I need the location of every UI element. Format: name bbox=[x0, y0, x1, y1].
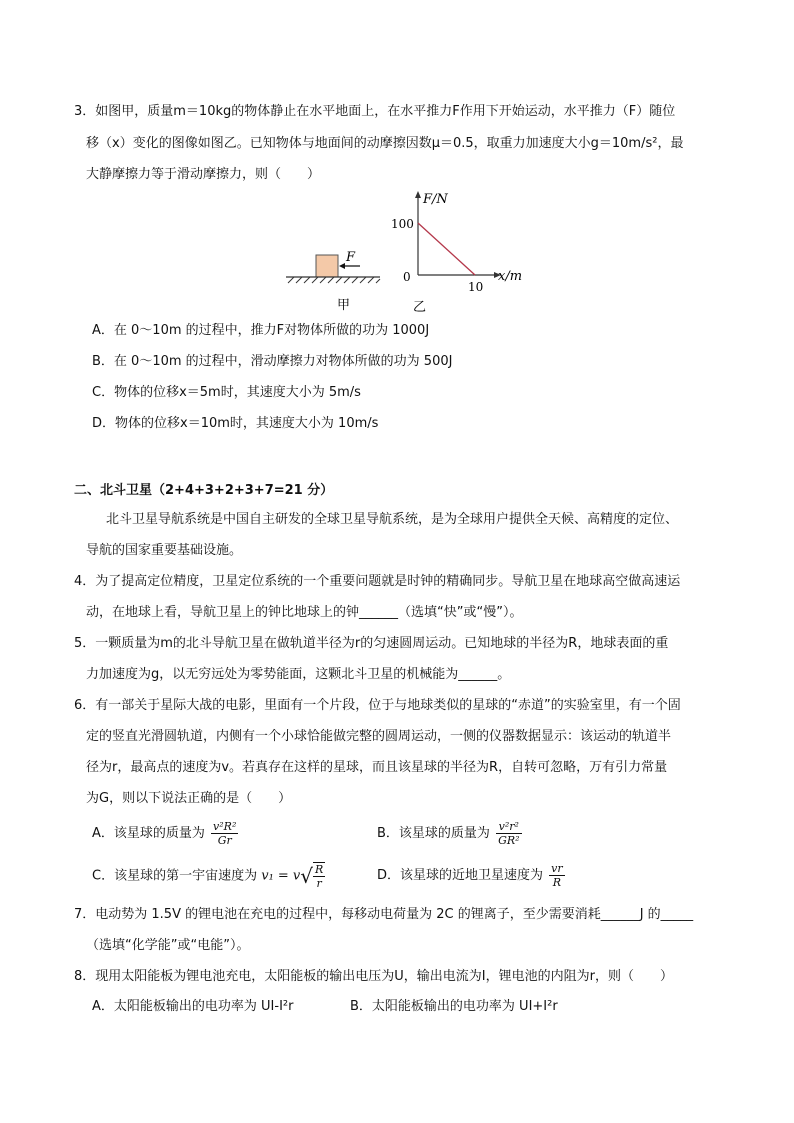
block bbox=[316, 255, 338, 277]
q6-option-c-text: C．该星球的第一宇宙速度为 bbox=[92, 868, 258, 884]
q3-option-b: B．在 0～10m 的过程中，滑动摩擦力对物体所做的功为 500J bbox=[92, 354, 453, 369]
q3-stem-line1: 3．如图甲，质量m＝10kg的物体静止在水平地面上，在水平推力F作用下开始运动，水平推力（F）随位 bbox=[74, 104, 676, 119]
q3-stem-line2: 移（x）变化的图像如图乙。已知物体与地面间的动摩擦因数μ＝0.5，取重力加速度大小g＝10m/s²，最 bbox=[86, 136, 684, 151]
q6-stem-line1: 6．有一部关于星际大战的电影，里面有一个片段，位于与地球类似的星球的“赤道”的实验室里，有一个固 bbox=[74, 698, 681, 713]
q6-option-c bbox=[92, 862, 325, 890]
q6-option-a-text: A．该星球的质量为 bbox=[92, 826, 205, 841]
q6-option-b-fraction bbox=[496, 820, 521, 847]
q3-stem-line3: 大静摩擦力等于滑动摩擦力，则（ ） bbox=[86, 167, 321, 182]
x-tick-10: 10 bbox=[468, 280, 484, 294]
q6-stem-line2: 定的竖直光滑圆轨道，内侧有一个小球恰能做完整的圆周运动，一侧的仪器数据显示：该运动的轨道半 bbox=[86, 729, 672, 744]
q3-option-a: A．在 0～10m 的过程中，推力F对物体所做的功为 1000J bbox=[92, 323, 430, 338]
q4-stem-line1: 4．为了提高定位精度，卫星定位系统的一个重要问题就是时钟的精确同步。导航卫星在地球高空做高速运 bbox=[74, 574, 681, 589]
q6-stem-line3: 径为r，最高点的速度为v。若真存在这样的星球，而且该星球的半径为R，自转可忽略，万有引力常量 bbox=[86, 760, 668, 775]
q6-option-a bbox=[92, 820, 238, 847]
q6-option-c-denominator: r bbox=[316, 877, 322, 890]
yi-caption: 乙 bbox=[413, 300, 427, 315]
q6-option-b-numerator: v²r² bbox=[496, 820, 521, 834]
q6-option-a-numerator: v²R² bbox=[213, 820, 237, 833]
q8-stem-line1: 8．现用太阳能板为锂电池充电，太阳能板的输出电压为U，输出电流为I，锂电池的内阻为r，则（ ） bbox=[74, 969, 673, 984]
jia-caption: 甲 bbox=[337, 298, 351, 313]
q6-option-d-numerator: vr bbox=[551, 862, 563, 875]
q6-option-b-text: B．该星球的质量为 bbox=[377, 826, 490, 841]
force-label: F bbox=[346, 250, 356, 265]
section-intro-line1: 北斗卫星导航系统是中国自主研发的全球卫星导航系统，是为全球用户提供全天候、高精度的定位、 bbox=[106, 512, 679, 527]
q6-option-b bbox=[377, 820, 522, 847]
force-arrowhead bbox=[339, 263, 345, 269]
q5-stem-line2: 力加速度为g，以无穷远处为零势能面，这颗北斗卫星的机械能为______。 bbox=[86, 667, 511, 682]
ground-hatch bbox=[288, 277, 380, 283]
sqrt-symbol: √ bbox=[300, 864, 314, 888]
force-line bbox=[418, 223, 475, 275]
q6-option-d-text: D．该星球的近地卫星速度为 bbox=[377, 868, 544, 883]
q4-stem-line2: 动，在地球上看，导航卫星上的钟比地球上的钟______（选填“快”或“慢”）。 bbox=[86, 605, 523, 620]
q7-stem-line1: 7．电动势为 1.5V 的锂电池在充电的过程中，每移动电荷量为 2C 的锂离子，至少需要消耗______J 的_____ bbox=[74, 907, 694, 922]
y-axis-label: F/N bbox=[423, 192, 448, 207]
x-axis-label: x/m bbox=[498, 269, 523, 284]
q6-stem-line4: 为G，则以下说法正确的是（ ） bbox=[86, 791, 292, 806]
figure-jia bbox=[280, 245, 390, 315]
q6-option-c-prefix: v₁ = v bbox=[261, 868, 301, 884]
q6-option-b-denominator: GR² bbox=[498, 834, 520, 847]
q6-option-d-denominator: R bbox=[552, 876, 562, 889]
q6-option-c-numerator: R bbox=[315, 863, 324, 876]
q6-option-d-fraction bbox=[549, 862, 564, 889]
figure-yi-graph bbox=[385, 185, 535, 320]
q3-option-c: C．物体的位移x＝5m时，其速度大小为 5m/s bbox=[92, 385, 361, 400]
q8-option-a: A．太阳能板输出的电功率为 UI-I²r bbox=[92, 999, 294, 1014]
section-title: 二、北斗卫星（2+4+3+2+3+7=21 分） bbox=[74, 483, 334, 498]
q6-option-d bbox=[377, 862, 565, 889]
q6-option-a-fraction bbox=[211, 820, 238, 847]
origin-label: 0 bbox=[403, 270, 411, 284]
y-tick-100: 100 bbox=[391, 217, 414, 231]
q6-option-a-denominator: Gr bbox=[217, 834, 232, 847]
q6-option-c-fraction bbox=[313, 862, 325, 890]
q7-stem-line2: （选填“化学能”或“电能”）。 bbox=[86, 938, 250, 953]
y-axis-arrowhead bbox=[415, 191, 421, 198]
q5-stem-line1: 5．一颗质量为m的北斗导航卫星在做轨道半径为r的匀速圆周运动。已知地球的半径为R，地球表面的重 bbox=[74, 636, 669, 651]
q3-option-d: D．物体的位移x＝10m时，其速度大小为 10m/s bbox=[92, 416, 379, 431]
q8-option-b: B．太阳能板输出的电功率为 UI+I²r bbox=[350, 999, 558, 1014]
section-intro-line2: 导航的国家重要基础设施。 bbox=[86, 543, 243, 558]
